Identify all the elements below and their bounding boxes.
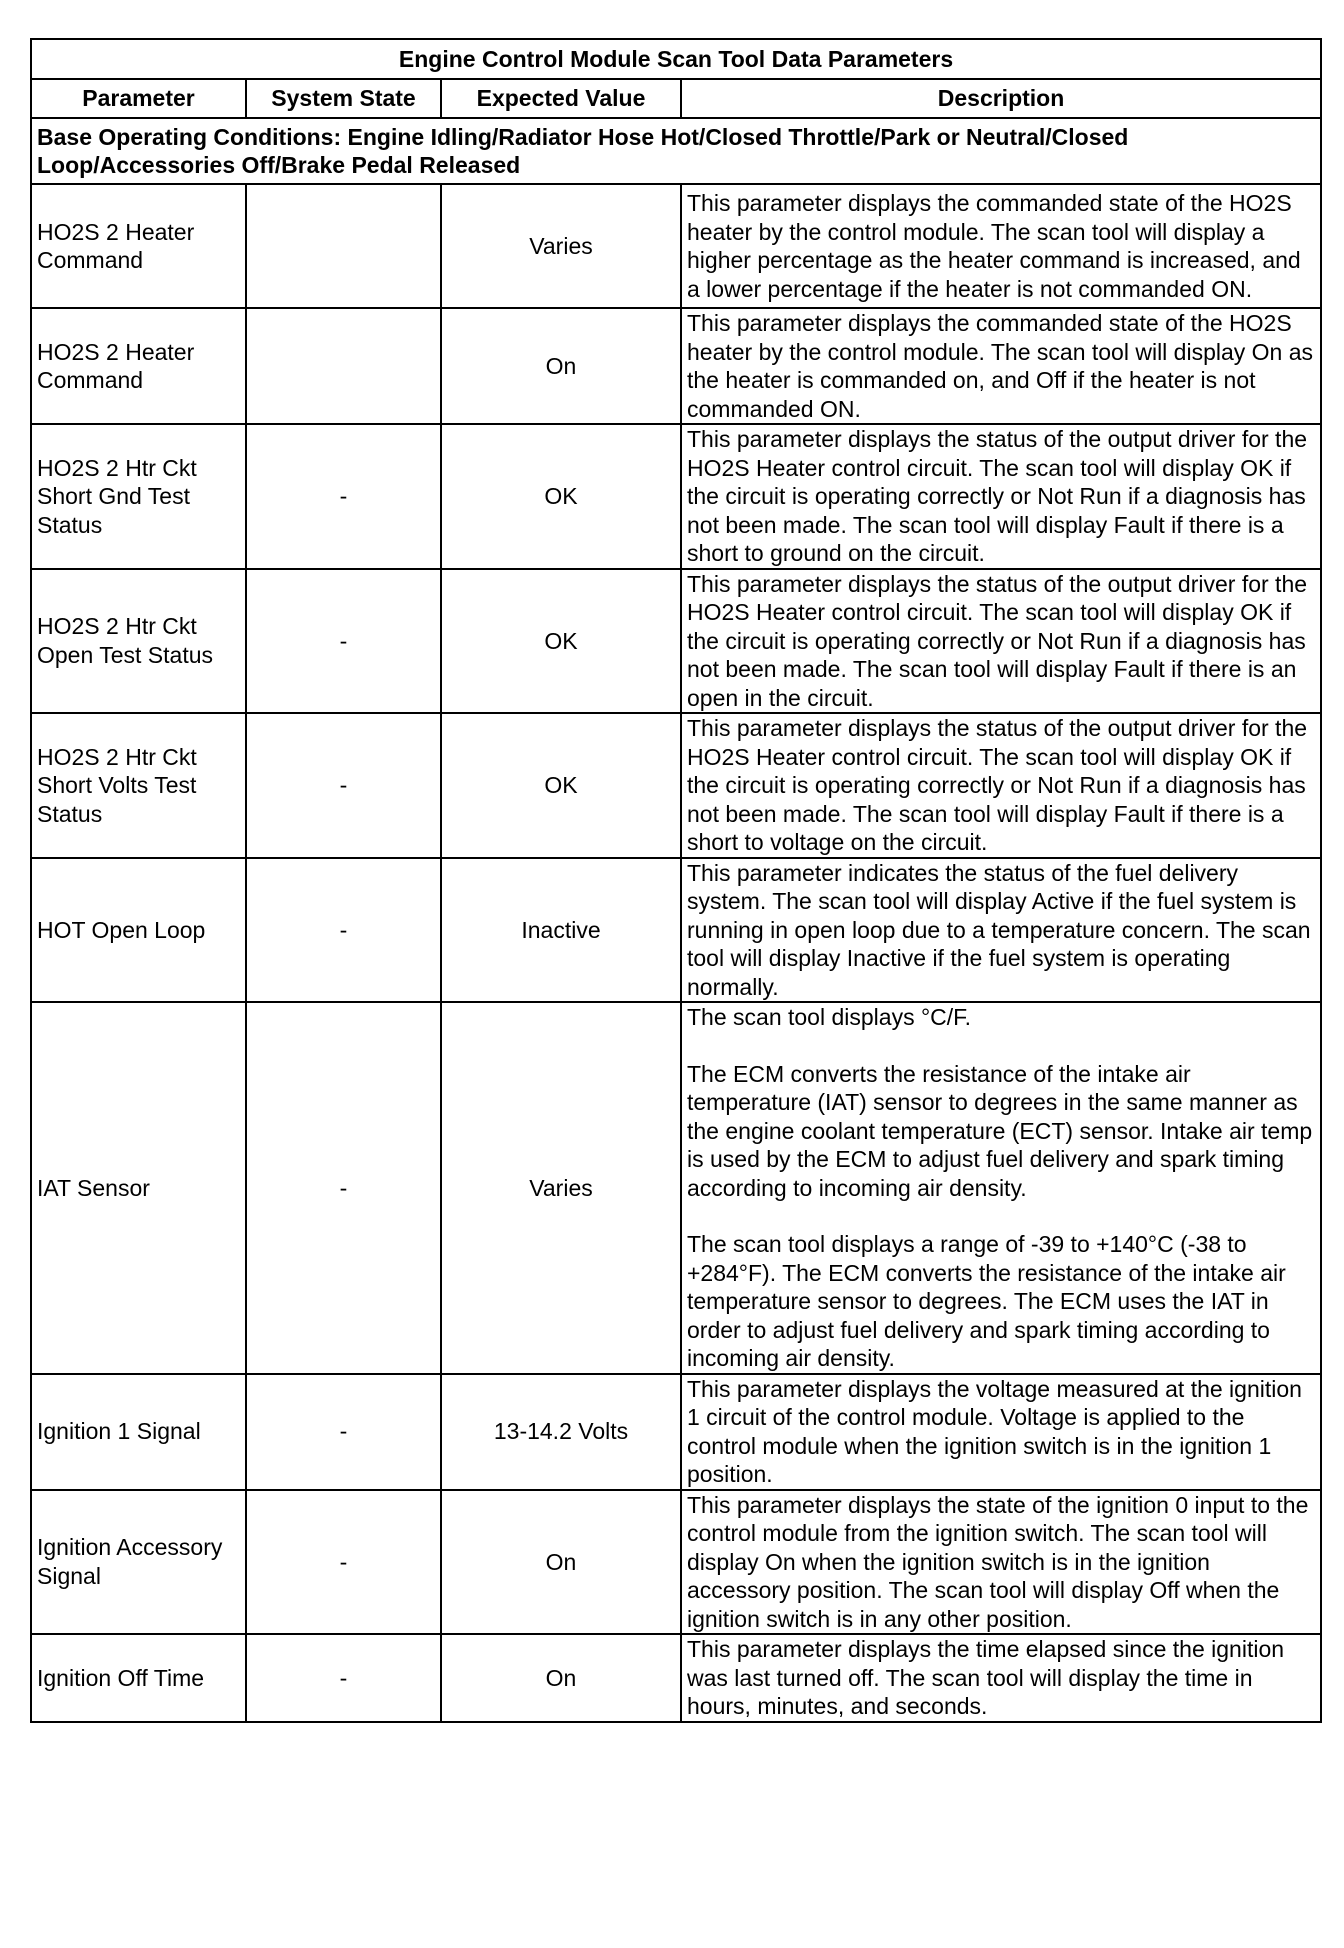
description-cell [681,184,1321,308]
description-paragraph: This parameter displays the status of the output driver for the HO2S Heater control circuit. The scan tool will display OK if the circuit is operating correctly or Not Run if a diagnosis has not been made. The scan tool will display Fault if there is an open in the circuit. [687,570,1308,711]
expected-value-cell: Inactive [441,858,681,1003]
description-cell [681,308,1321,424]
parameter-cell: Ignition Accessory Signal [31,1490,246,1635]
parameter-cell: HO2S 2 Heater Command [31,184,246,308]
system-state-cell: - [246,1634,441,1722]
description-paragraph: This parameter displays the commanded state of the HO2S heater by the control module. The scan tool will display On as the heater is commanded on, and Off if the heater is not commanded ON. [687,310,1314,422]
system-state-cell: - [246,569,441,714]
header-expected-value: Expected Value [441,79,681,118]
parameter-cell: HO2S 2 Htr Ckt Short Volts Test Status [31,713,246,858]
description-cell [681,713,1321,858]
system-state-cell [246,184,441,308]
description-paragraph: This parameter displays the commanded state of the HO2S heater by the control module. The scan tool will display a higher percentage as the heater command is increased, and a lower percentage if the heater is not commanded ON. [687,190,1301,302]
parameter-cell: HO2S 2 Heater Command [31,308,246,424]
system-state-cell: - [246,1002,441,1374]
system-state-cell: - [246,1490,441,1635]
title-row [31,39,1321,79]
description-paragraph: This parameter displays the time elapsed since the ignition was last turned off. The scan tool will display the time in hours, minutes, and seconds. [687,1636,1285,1719]
header-description: Description [681,79,1321,118]
description-paragraph: This parameter displays the status of the output driver for the HO2S Heater control circuit. The scan tool will display OK if the circuit is operating correctly or Not Run if a diagnosis has not been made. The scan tool will display Fault if there is a short to voltage on the circuit. [687,715,1308,855]
description-cell [681,1002,1321,1374]
parameter-cell: HO2S 2 Htr Ckt Short Gnd Test Status [31,424,246,569]
expected-value-cell: Varies [441,184,681,308]
table-row [31,308,1321,424]
expected-value-cell: Varies [441,1002,681,1374]
description-paragraph: This parameter displays the voltage measured at the ignition 1 circuit of the control module. Voltage is applied to the control module when the ignition switch is in the ignition 1 position. [687,1375,1302,1487]
expected-value-cell: OK [441,569,681,714]
system-state-cell: - [246,858,441,1003]
description-cell [681,569,1321,714]
system-state-cell: - [246,1374,441,1490]
expected-value-cell: On [441,1490,681,1635]
system-state-cell: - [246,424,441,569]
table-row [31,1634,1321,1722]
description-cell [681,1490,1321,1635]
system-state-cell [246,308,441,424]
description-cell [681,424,1321,569]
description-cell [681,1634,1321,1722]
base-conditions-row [31,118,1321,184]
table-body [31,39,1321,1722]
parameter-cell: Ignition Off Time [31,1634,246,1722]
description-cell [681,1374,1321,1490]
description-paragraph: The scan tool displays °C/F. [687,1004,972,1030]
header-row [31,79,1321,118]
table-row [31,1490,1321,1635]
parameter-cell: HOT Open Loop [31,858,246,1003]
table-title: Engine Control Module Scan Tool Data Parameters [31,39,1321,79]
base-operating-conditions: Base Operating Conditions: Engine Idling/Radiator Hose Hot/Closed Throttle/Park or Neutral/Closed Loop/Accessories Off/Brake Pedal Released [31,118,1321,184]
description-paragraph: This parameter indicates the status of the fuel delivery system. The scan tool will display Active if the fuel system is running in open loop due to a temperature concern. The scan tool will display Inactive if the fuel system is operating normally. [687,859,1311,1000]
table-row [31,1374,1321,1490]
description-paragraph: This parameter displays the state of the ignition 0 input to the control module from the ignition switch. The scan tool will display On when the ignition switch is in the ignition accessory position. The scan tool will display Off when the ignition switch is in any other position. [687,1491,1309,1632]
expected-value-cell: On [441,1634,681,1722]
header-parameter: Parameter [31,79,246,118]
table-row [31,424,1321,569]
table-row [31,713,1321,858]
parameter-cell: IAT Sensor [31,1002,246,1374]
table-row [31,858,1321,1003]
parameter-cell: HO2S 2 Htr Ckt Open Test Status [31,569,246,714]
table-row [31,1002,1321,1374]
scan-tool-data-table [30,38,1322,1723]
table-row [31,569,1321,714]
header-system-state: System State [246,79,441,118]
system-state-cell: - [246,713,441,858]
parameter-cell: Ignition 1 Signal [31,1374,246,1490]
description-paragraph: The ECM converts the resistance of the intake air temperature (IAT) sensor to degrees in the same manner as the engine coolant temperature (ECT) sensor. Intake air temp is used by the ECM to adjust fuel delivery and spark timing according to incoming air density. [687,1060,1313,1201]
description-cell [681,858,1321,1003]
expected-value-cell: OK [441,713,681,858]
expected-value-cell: OK [441,424,681,569]
expected-value-cell: 13-14.2 Volts [441,1374,681,1490]
table-row [31,184,1321,308]
description-paragraph: This parameter displays the status of the output driver for the HO2S Heater control circuit. The scan tool will display OK if the circuit is operating correctly or Not Run if a diagnosis has not been made. The scan tool will display Fault if there is a short to ground on the circuit. [687,426,1308,566]
expected-value-cell: On [441,308,681,424]
description-paragraph: The scan tool displays a range of -39 to +140°C (-38 to +284°F). The ECM converts the resistance of the intake air temperature sensor to degrees. The ECM uses the IAT in order to adjust fuel delivery and spark timing according to incoming air density. [687,1231,1286,1371]
